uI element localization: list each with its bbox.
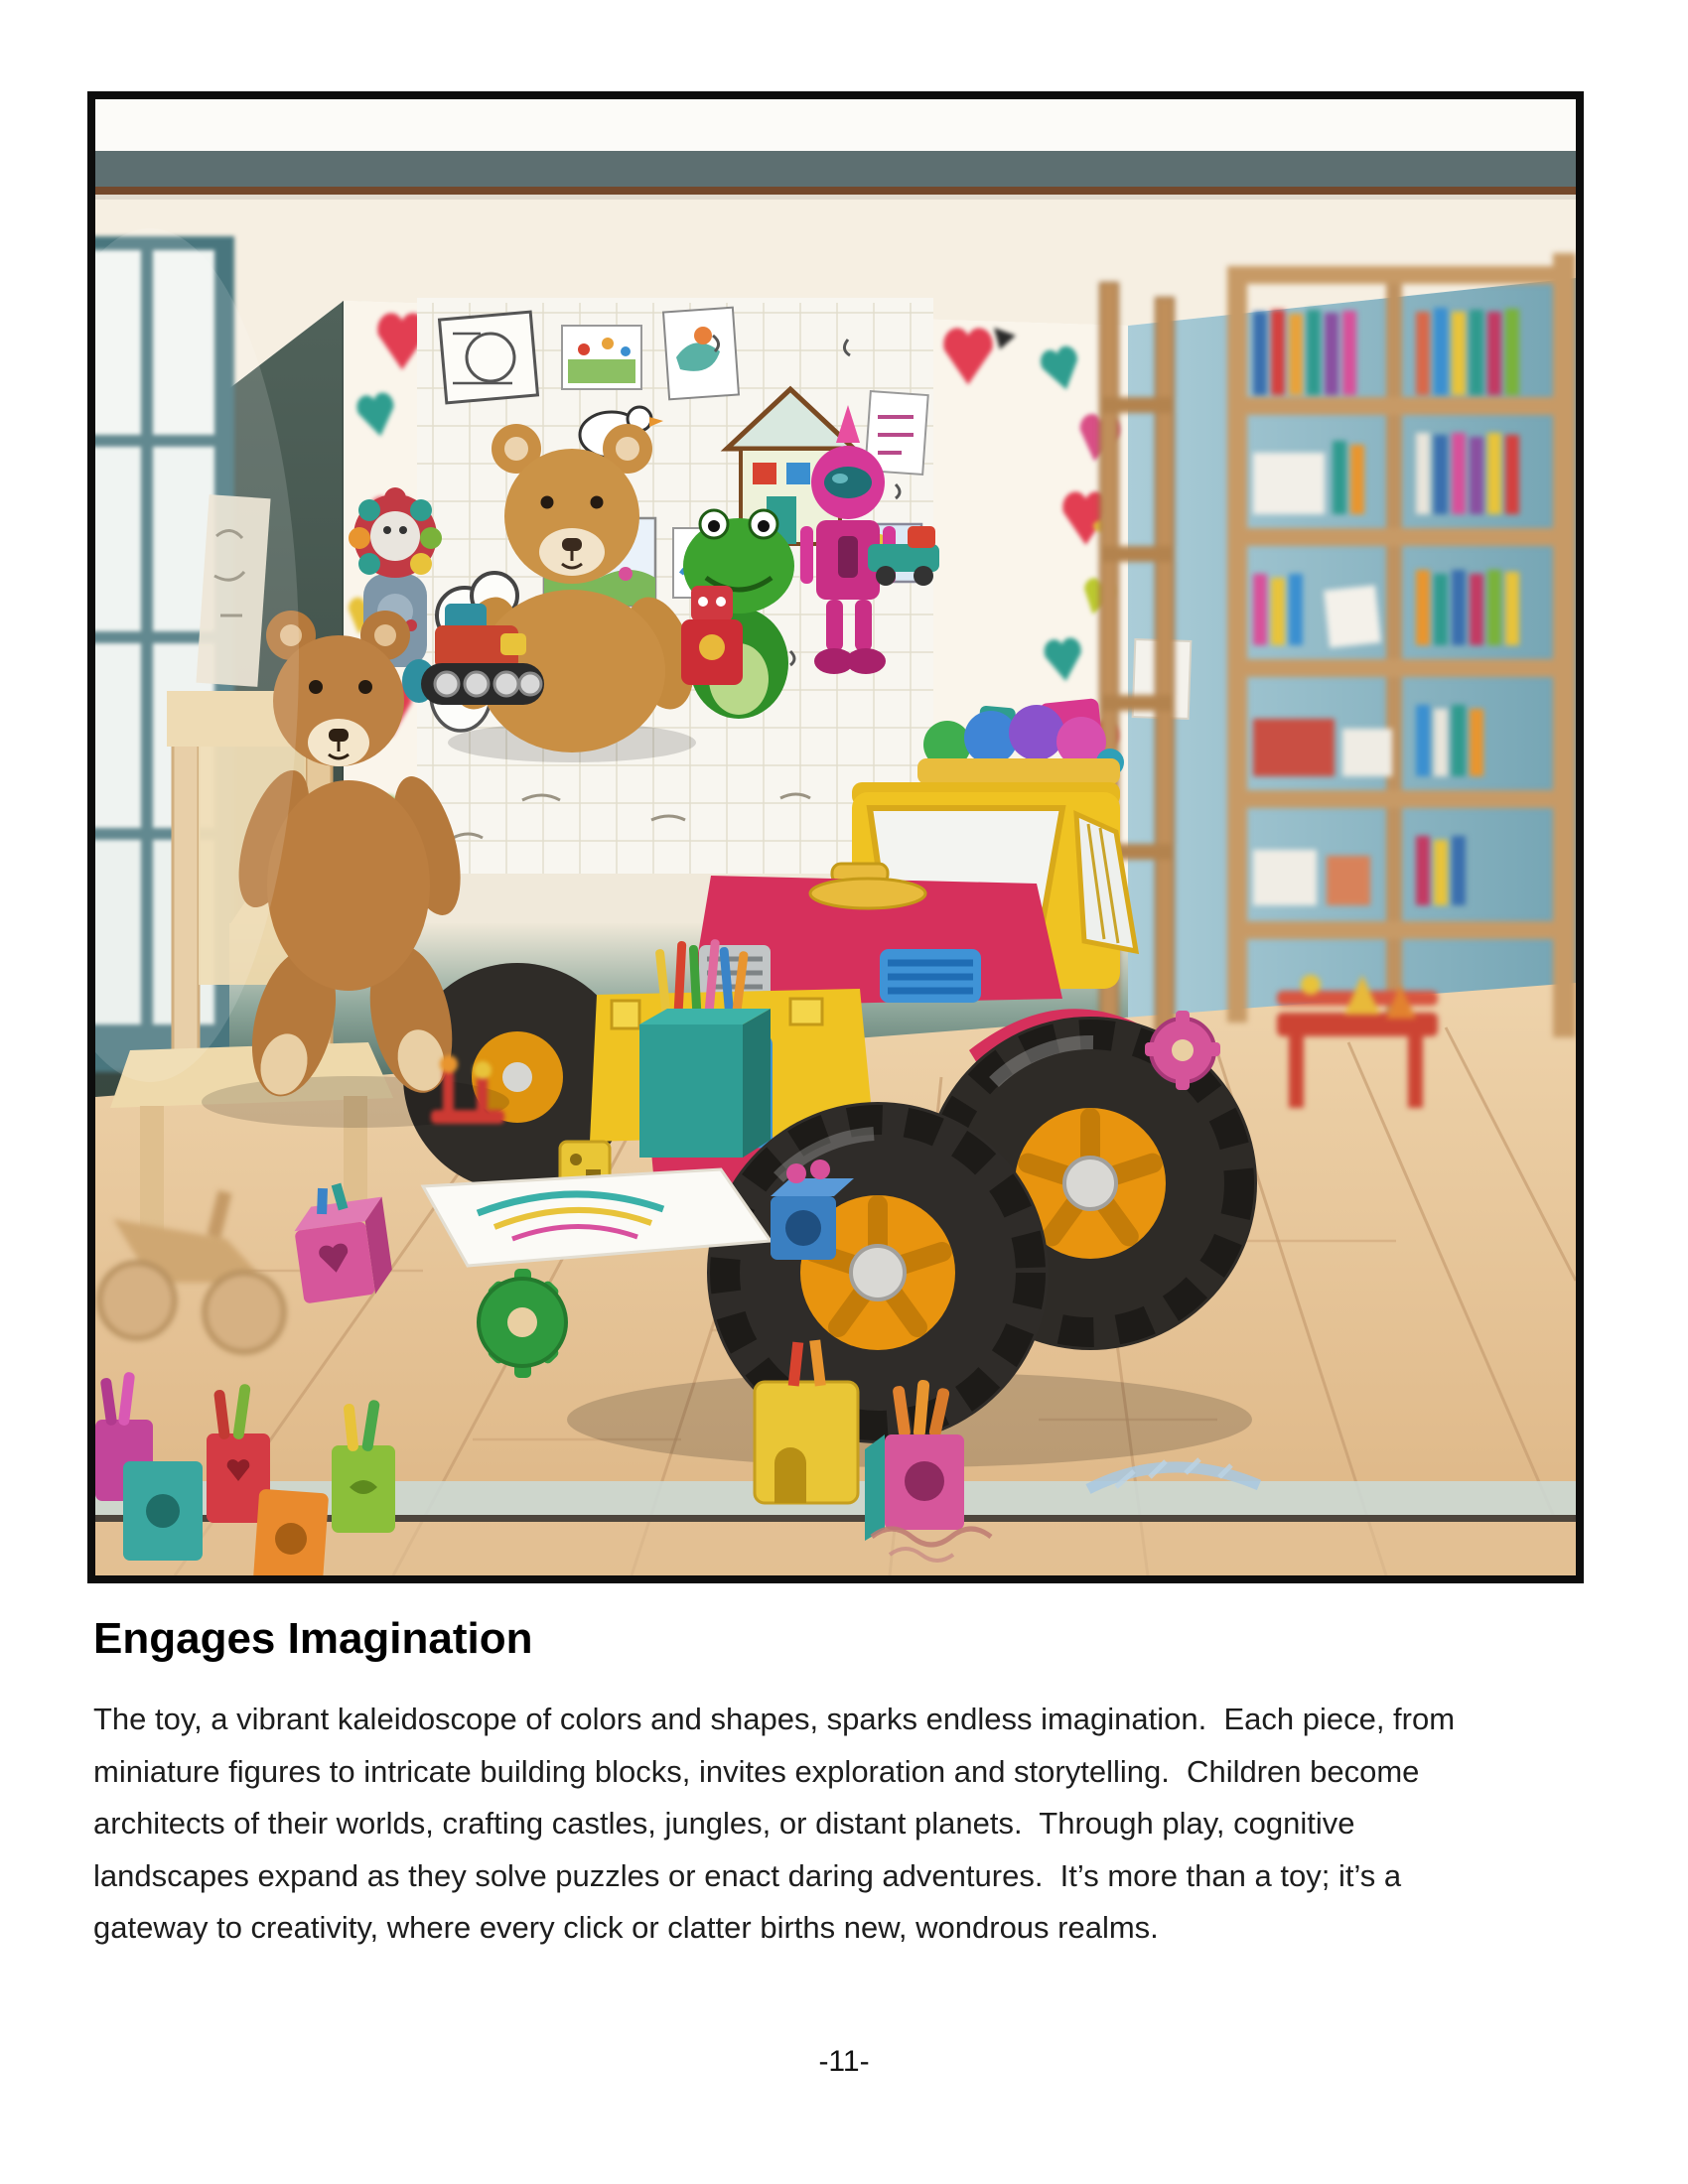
doodle-sketch-camera: [440, 312, 538, 403]
page-number: -11-: [818, 2045, 870, 2078]
paragraph-line-3: architects of their worlds, crafting castles, jungles, or distant planets. Through play, cognitive: [93, 1806, 1355, 1841]
paragraph-line-2: miniature figures to intricate building blocks, invites exploration and storytelling. Children become: [93, 1753, 1420, 1789]
doodle-picture-2: [663, 308, 739, 400]
playroom-photo: [87, 91, 1584, 1583]
paragraph-line-1: The toy, a vibrant kaleidoscope of colors and shapes, sparks endless imagination. Each piece, from: [93, 1702, 1456, 1736]
body-paragraph: [93, 1694, 1455, 1955]
truck-hood: [689, 876, 1062, 1011]
paragraph-line-5: gateway to creativity, where every click or clatter births new, wondrous realms.: [93, 1910, 1159, 1945]
paragraph-line-4: landscapes expand as they solve puzzles or enact daring adventures. It’s more than a toy; it’s a: [93, 1857, 1402, 1893]
doodle-picture-1: [562, 326, 641, 389]
playroom-illustration: [95, 99, 1576, 1575]
section-heading: Engages Imagination: [93, 1614, 533, 1663]
